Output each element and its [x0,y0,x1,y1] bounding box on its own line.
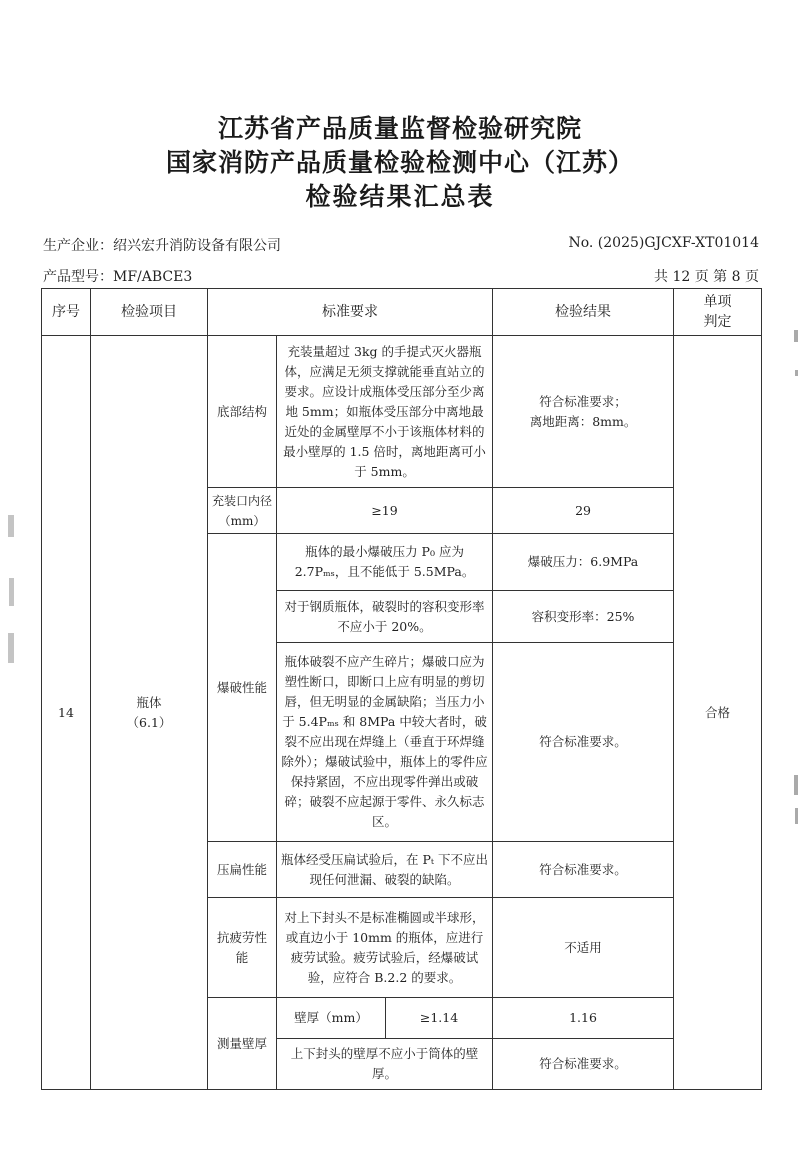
label-filling-port: 充装口内径（mm） [208,488,277,534]
label-burst: 爆破性能 [208,534,277,842]
header-seq: 序号 [42,289,91,336]
scan-mark-right-1 [794,330,798,342]
req-head-thickness: 上下封头的壁厚不应小于筒体的壁厚。 [277,1039,493,1090]
res-burst-pressure: 爆破压力：6.9MPa [493,534,674,591]
item-clause: （6.1） [126,714,172,730]
subreq-wall-thickness: ≥1.14 [386,998,493,1039]
report-number: No. (2025)GJCXF-XT01014 [568,235,759,251]
results-table [41,288,762,1090]
item-name: 瓶体 [136,694,162,710]
manufacturer: 生产企业：绍兴宏升消防设备有限公司 [43,238,281,254]
header-verdict [674,289,762,336]
res-head-thickness: 符合标准要求。 [493,1039,674,1090]
req-flattening: 瓶体经受压扁试验后，在 Pₜ 下不应出现任何泄漏、破裂的缺陷。 [277,842,493,898]
req-fatigue: 对上下封头不是标准椭圆或半球形，或直边小于 10mm 的瓶体，应进行疲劳试验。疲劳试验后，经爆破试验，应符合 B.2.2 的要求。 [277,898,493,998]
res-burst-fracture: 符合标准要求。 [493,643,674,842]
sublabel-wall-thickness: 壁厚（mm） [277,998,386,1039]
table-row [42,336,762,488]
scan-mark-right-4 [795,808,798,824]
header-requirement: 标准要求 [208,289,493,336]
table-header-row [42,289,762,336]
row-seq: 14 [42,336,91,1090]
scan-mark-right-2 [795,370,798,376]
res-flattening: 符合标准要求。 [493,842,674,898]
institute-title: 江苏省产品质量监督检验研究院 [217,114,582,143]
res-bottom-structure-line1: 符合标准要求； [539,393,627,409]
header-verdict-text: 单项判定 [703,294,732,330]
label-fatigue-text: 抗疲劳性能 [216,929,267,965]
scan-mark-right-3 [794,775,798,795]
label-bottom-structure: 底部结构 [208,336,277,488]
req-burst-fracture: 瓶体破裂不应产生碎片；爆破口应为塑性断口，即断口上应有明显的剪切唇，但无明显的金属缺陷；当压力小于 5.4Pₘₛ 和 8MPa 中较大者时，破裂不应出现在焊缝上（垂直于环焊缝除外）；爆破试验中，瓶体上的零件应保持紧固，不应出现零件弹出或破碎；破裂不应起源于零件、永久标志区。 [277,643,493,842]
table-title: 检验结果汇总表 [305,182,495,211]
label-fatigue [208,898,277,998]
label-flattening: 压扁性能 [208,842,277,898]
res-filling-port: 29 [493,488,674,534]
res-volume-deformation: 容积变形率：25% [493,591,674,643]
res-bottom-structure-line2: 离地距离：8mm。 [529,413,637,429]
meta-row-2 [43,266,759,286]
req-bottom-structure: 充装量超过 3kg 的手提式灭火器瓶体，应满足无须支撑就能垂直站立的要求。应设计成瓶体受压部分至少离地 5mm；如瓶体受压部分中离地最近处的金属壁厚不小于该瓶体材料的最小壁厚的 1.5 倍时，离地距离可小于 5mm。 [277,336,493,488]
subres-wall-thickness: 1.16 [493,998,674,1039]
req-burst-pressure: 瓶体的最小爆破压力 P₀ 应为 2.7Pₘₛ，且不能低于 5.5MPa。 [277,534,493,591]
res-bottom-structure [493,336,674,488]
row-verdict: 合格 [674,336,762,1090]
meta-row-1 [43,235,759,255]
row-item [91,336,208,1090]
req-volume-deformation: 对于钢质瓶体，破裂时的容积变形率不应小于 20%。 [277,591,493,643]
product-model: 产品型号：MF/ABCE3 [43,269,193,285]
label-wall-thickness: 测量壁厚 [208,998,277,1090]
scan-mark-left-1 [8,515,14,537]
header-result: 检验结果 [493,289,674,336]
scan-mark-left-2 [9,578,14,606]
center-title: 国家消防产品质量检验检测中心（江苏） [165,148,634,177]
report-title-block [0,112,800,214]
scan-mark-left-3 [8,633,14,663]
res-fatigue: 不适用 [493,898,674,998]
header-item: 检验项目 [91,289,208,336]
page-info: 共 12 页 第 8 页 [654,269,759,285]
req-filling-port: ≥19 [277,488,493,534]
